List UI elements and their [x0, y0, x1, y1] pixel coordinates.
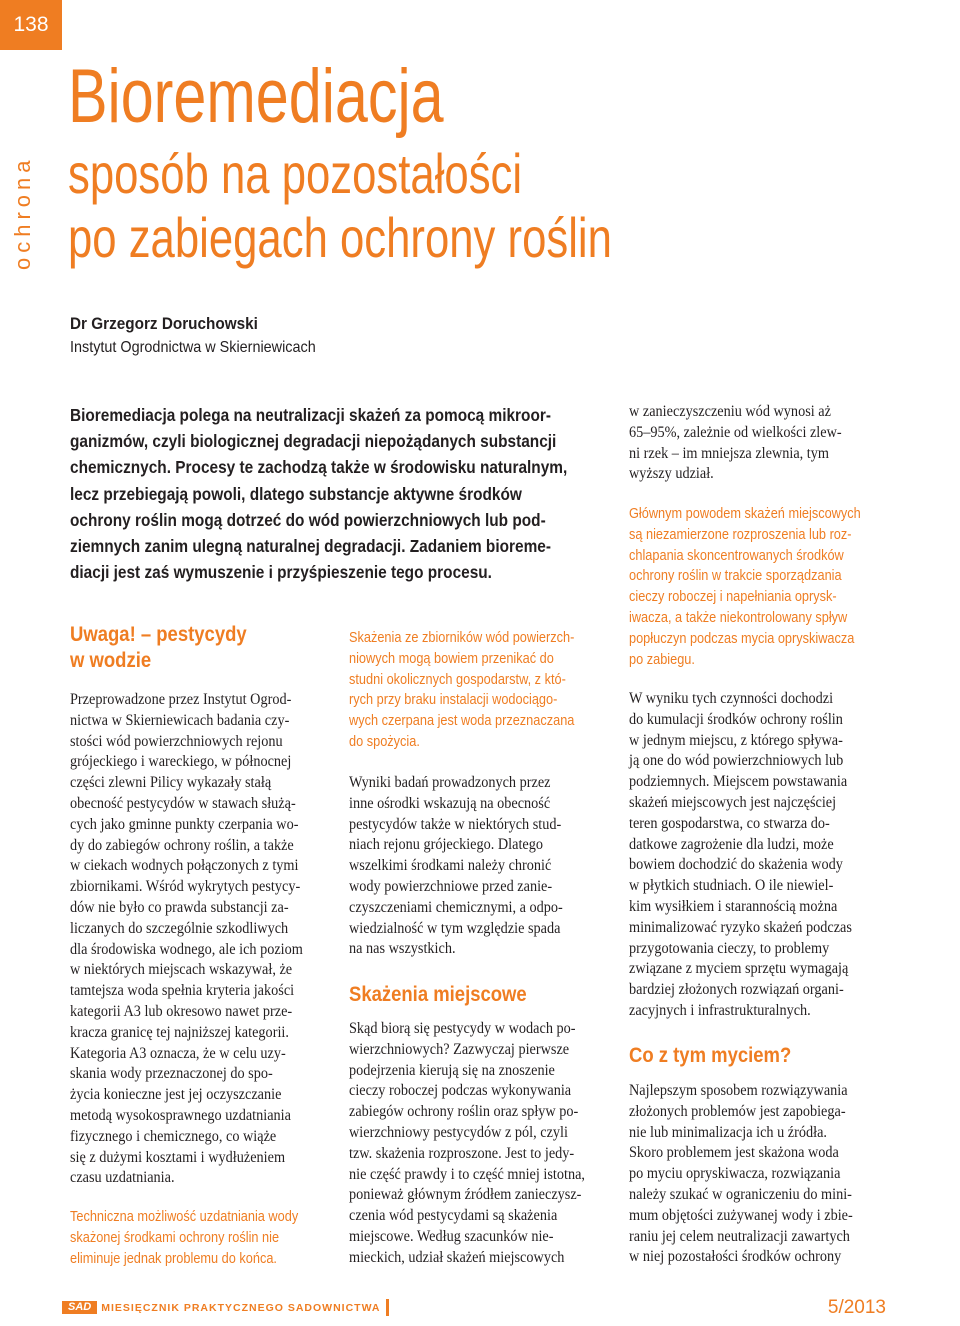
text-line: Wyniki badań prowadzonych przez — [349, 774, 551, 791]
text-line: zacyjnych i infrastrukturalnych. — [629, 1001, 811, 1019]
text-line: przygotowania cieczy, to problemy — [629, 939, 830, 957]
heading-line: Uwaga! – pestycydy — [70, 623, 247, 646]
lead-paragraph — [70, 402, 598, 585]
text-line: Przeprowadzone przez Instytut Ogrod- — [70, 691, 292, 708]
col2-body2 — [349, 1019, 585, 1269]
text-line: Kategoria A3 oznacza, że w celu uzy- — [70, 1044, 286, 1062]
text-line: kategorii A3 lub okresowo nawet prze- — [70, 1002, 293, 1020]
text-line: czyszczeniami chemicznymi, a odpo- — [349, 898, 563, 916]
text-line: po zabiegu. — [629, 650, 695, 668]
text-line: Głównym powodem skażeń miejscowych — [629, 505, 861, 522]
heading-line: Skażenia miejscowe — [349, 983, 527, 1006]
text-line: zbiornikami. Wśród wykrytych pestycy- — [70, 878, 301, 896]
author-institution: Instytut Ogrodnictwa w Skierniewicach — [70, 339, 316, 356]
col3-heading-wrap — [629, 1043, 813, 1069]
lead-line: ochrony roślin mogą dotrzeć do wód powierzchniowych lub pod- — [70, 509, 546, 530]
text-line: się z dużymi kosztami i wydłużeniem — [70, 1148, 286, 1166]
col1-body — [70, 690, 303, 1189]
text-line: skażonej środkami ochrony roślin nie — [70, 1228, 280, 1246]
text-line: liczanych do szczególnie szkodliwych — [70, 919, 289, 937]
heading-line: Co z tym myciem? — [629, 1044, 792, 1067]
text-line: kracza granicę tej najniższej kategorii. — [70, 1023, 289, 1041]
text-line: nie lub minimalizacja ich u źródła. — [629, 1123, 827, 1141]
col2-body1 — [349, 773, 563, 960]
heading-line: w wodzie — [70, 649, 152, 672]
text-line: na nas wszystkich. — [349, 940, 456, 958]
text-line: związane z myciem sprzętu wymagają — [629, 960, 849, 978]
text-line: datkowe zagrożenie dla ludzi, może — [629, 835, 834, 853]
text-line: skania wody przeznaczonej do spo- — [70, 1065, 273, 1083]
col1-note — [70, 1207, 298, 1269]
magazine-logo: SAD — [62, 1301, 97, 1314]
issue-number: 5/2013 — [827, 1297, 886, 1318]
text-line: w płytkich studniach. O ile niewiel- — [629, 877, 834, 895]
text-line: wszelkimi środkami należy chronić — [349, 857, 552, 875]
subtitle-line: po zabiegach ochrony roślin — [68, 206, 612, 269]
text-line: podziemnych. Miejscem powstawania — [629, 773, 848, 791]
text-line: W wyniku tych czynności dochodzi — [629, 690, 834, 707]
section-label: ochrona — [10, 155, 35, 270]
text-line: popłuczyn podczas mycia opryskiwacza — [629, 629, 855, 647]
text-line: nie część prawdy i to część mniej istotna, — [349, 1165, 585, 1183]
text-line: wiedzialność w tym względzie spada — [349, 919, 561, 937]
lead-line: ziemnych zanim ulegną naturalnej degradacji. Zadaniem bioreme- — [70, 536, 551, 557]
magazine-name: MIESIĘCZNIK PRAKTYCZNEGO SADOWNICTWA — [101, 1301, 381, 1314]
text-line: mum objętości zużywanej wody i zbie- — [629, 1206, 853, 1224]
text-line: raniu jej celem neutralizacji zawartych — [629, 1227, 850, 1245]
column-1 — [70, 622, 340, 674]
text-line: chlapania skoncentrowanych środków — [629, 546, 844, 564]
text-line: mieckich, udział skażeń miejscowych — [349, 1248, 565, 1266]
text-line: tamtejsza woda spełnia kryteria jakości — [70, 982, 295, 1000]
text-line: ochrony roślin w trakcie sporządzania — [629, 567, 842, 585]
text-line: inne ośrodki wskazują na obecność — [349, 794, 551, 812]
text-line: Skażenia ze zbiorników wód powierzch- — [349, 629, 575, 646]
text-line: w niektórych miejscach wskazywał, że — [70, 961, 293, 979]
text-line: nictwa w Skierniewicach badania czy- — [70, 711, 290, 729]
text-line: w ciekach wodnych połączonych z tymi — [70, 857, 299, 875]
text-line: Techniczna możliwość uzdatniania wody — [70, 1208, 299, 1225]
article-subtitle — [68, 142, 612, 270]
text-line: bardziej złożonych rozwiązań organi- — [629, 981, 844, 999]
text-line: minimalizować ryzyko skażeń podczas — [629, 918, 852, 936]
text-line: ją one do wód powierzchniowych lub — [629, 752, 844, 770]
text-line: fizycznego i chemicznego, co wiąże — [70, 1127, 277, 1145]
text-line: ni rzek – im mniejsza zlewnia, tym — [629, 444, 829, 462]
article-title: Bioremediacja — [68, 54, 444, 139]
col2-heading-wrap — [349, 982, 551, 1008]
section-heading-mycie — [629, 1043, 791, 1069]
text-line: metodą wysokosprawnego uzdatniania — [70, 1106, 291, 1124]
text-line: teren gospodarstwa, co stwarza do- — [629, 814, 830, 832]
lead-line: Bioremediacja polega na neutralizacji skażeń za pomocą mikroor- — [70, 405, 551, 425]
text-line: podejrzenia kierują się na znoszenie — [349, 1061, 555, 1079]
text-line: Skoro problemem jest skażona woda — [629, 1144, 839, 1162]
col3-body2 — [629, 689, 852, 1022]
text-line: pestycydów także w niektórych stud- — [349, 815, 562, 833]
text-line: iwacza, a także niekontrolowany spływ — [629, 608, 848, 626]
text-line: eliminuje jednak problemu do końca. — [70, 1249, 277, 1267]
text-line: bowiem dochodzić do skażenia wody — [629, 856, 843, 874]
footer-bar — [62, 1301, 932, 1314]
text-line: niowych mogą bowiem przenikać do — [349, 649, 554, 667]
text-line: studni okolicznych gospodarstw, z któ- — [349, 670, 566, 688]
col3-body1 — [629, 402, 842, 485]
text-line: części zlewni Pilicy wykazały stałą — [70, 774, 272, 792]
text-line: są niezamierzone rozproszenia lub roz- — [629, 525, 852, 543]
text-line: czasu uzdatniania. — [70, 1169, 175, 1187]
text-line: tzw. skażenia rozproszone. Jest to jedy- — [349, 1144, 575, 1162]
text-line: życia konieczne jest jej oczyszczanie — [70, 1086, 282, 1104]
col3-note — [629, 504, 861, 670]
section-heading-uwaga — [70, 622, 308, 674]
text-line: w niej pozostałości środków ochrony — [629, 1248, 842, 1266]
text-line: skażeń miejscowych jest najczęściej — [629, 793, 837, 811]
text-line: wody powierzchniowe przed zanie- — [349, 877, 553, 895]
page-number: 138 — [0, 0, 62, 50]
text-line: wierzchniowy pestycydów z pól, czyli — [349, 1123, 568, 1141]
text-line: czenia wód pestycydami są skażenia — [349, 1207, 558, 1225]
text-line: zabiegów ochrony roślin oraz spływ po- — [349, 1103, 579, 1121]
text-line: złożonych problemów jest zapobiega- — [629, 1102, 846, 1120]
text-line: po myciu opryskiwacza, rozwiązania — [629, 1165, 841, 1183]
text-line: rych przy braku instalacji wodociągo- — [349, 691, 558, 709]
lead-line: ganizmów, czyli biologicznej degradacji niepożądanych substancji — [70, 431, 557, 452]
text-line: kim wysiłkiem i starannością można — [629, 897, 838, 915]
text-line: należy szukać w ograniczeniu do mini- — [629, 1185, 852, 1203]
col2-note — [349, 628, 574, 753]
col3-body3 — [629, 1081, 853, 1268]
text-line: miejscowe. Według szacunków nie- — [349, 1227, 554, 1245]
text-line: cieczy roboczej podczas wykonywania — [349, 1082, 572, 1100]
text-line: 65–95%, zależnie od wielkości zlew- — [629, 423, 842, 441]
text-line: dów nie było co prawda substancji za- — [70, 898, 289, 916]
footer-separator — [386, 1299, 389, 1316]
text-line: dy do zabiegów ochrony roślin, a także — [70, 836, 294, 854]
text-line: cieczy roboczej i napełniania oprysk- — [629, 588, 837, 606]
author-name: Dr Grzegorz Doruchowski — [70, 314, 258, 333]
text-line: w zanieczyszczeniu wód wynosi aż — [629, 403, 831, 420]
lead-line: lecz przebiegają powoli, dlatego substancje aktywne środków — [70, 483, 522, 504]
text-line: grójeckiego i wareckiego, w północnej — [70, 753, 292, 771]
text-line: niach rejonu grójeckiego. Dlatego — [349, 836, 544, 854]
text-line: do kumulacji środków ochrony roślin — [629, 710, 843, 728]
text-line: wych czerpana jest woda przeznaczana — [349, 712, 575, 730]
section-heading-skazenia — [349, 982, 527, 1008]
text-line: Skąd biorą się pestycydy w wodach po- — [349, 1020, 576, 1037]
text-line: w jednym miejscu, z którego spływa- — [629, 731, 843, 749]
lead-line: chemicznych. Procesy te zachodzą także w środowisku naturalnym, — [70, 457, 568, 478]
text-line: wierzchniowych? Zazwyczaj pierwsze — [349, 1040, 570, 1058]
text-line: Najlepszym sposobem rozwiązywania — [629, 1082, 848, 1099]
text-line: obecność pestycydów w stawach służą- — [70, 794, 296, 812]
lead-line: diacji jest zaś wymuszenie i przyśpieszenie tego procesu. — [70, 562, 492, 583]
text-line: ponieważ głównym źródłem zanieczysz- — [349, 1186, 582, 1204]
subtitle-line: sposób na pozostałości — [68, 142, 523, 205]
text-line: cych jako gminne punkty czerpania wo- — [70, 815, 299, 833]
text-line: wyższy udział. — [629, 465, 714, 483]
text-line: dla środowiska wodnego, ale ich poziom — [70, 940, 303, 958]
text-line: do spożycia. — [349, 732, 420, 750]
text-line: stości wód powierzchniowych rejonu — [70, 732, 283, 750]
